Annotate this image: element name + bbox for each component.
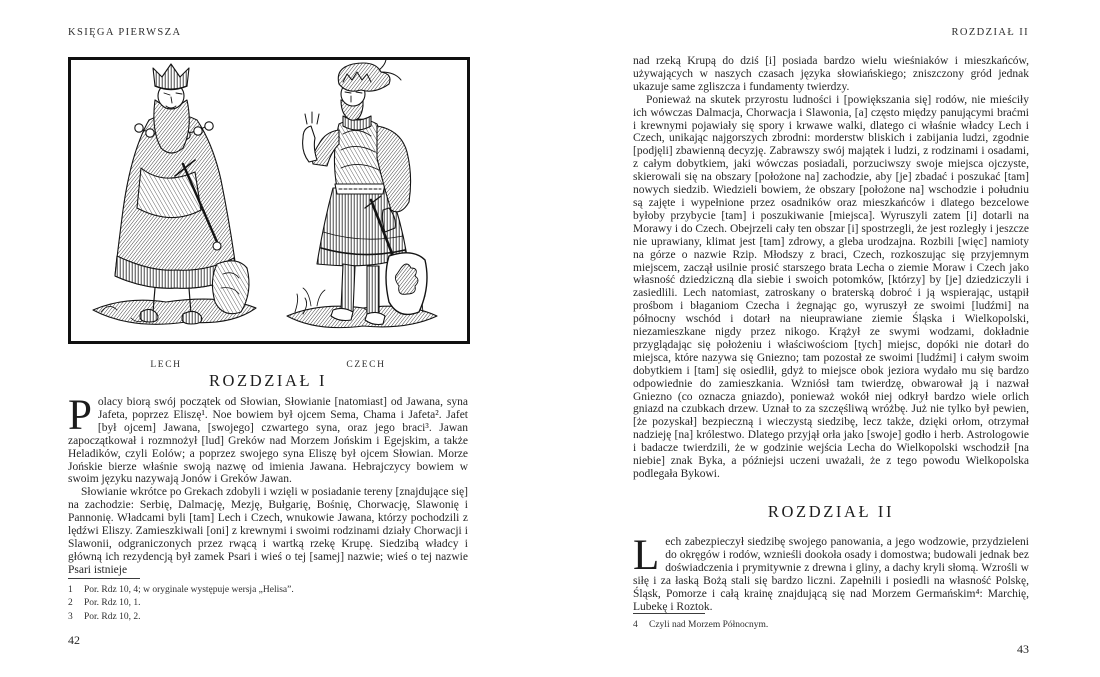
paragraph-text: ech zabezpieczył siedzibę swojego panowania, a jego wodzowie, przydzieleni do okręgów i rodów, wznieśli dookoła osady i domostwa; budowali jednak bez doświadczenia i prymitywnie z drewna i gliny, a dachy kryli słomą. Wzrośli w siłę i za łaską Bożą stali się bardzo liczni. Zapełnili i posiedli na własność Polskę, Śląsk, Pomorze i całą krainę znajdującą się nad Morzem Germańskim⁴: Marchię, Lubekę i Roztok. xyxy=(633,536,1029,613)
footnote xyxy=(633,619,1029,633)
footnote-text: Por. Rdz 10, 2. xyxy=(84,611,141,622)
chapter-1-text xyxy=(68,392,468,577)
footnote-divider xyxy=(68,578,140,579)
footnotes-right xyxy=(633,613,1029,633)
lech-figure xyxy=(93,64,256,324)
footnote-number: 4 xyxy=(633,620,638,631)
footnotes-left xyxy=(68,578,468,625)
illustration-caption-lech: LECH xyxy=(150,360,182,370)
woodcut-illustration xyxy=(71,60,465,339)
paragraph-text: Słowianie wkrótce po Grekach zdobyli i wzięli w posiadanie tereny [znajdujące się] na zachodzie: Serbię, Dalmację, Mezję, Bułgarię, Bośnię, Chorwację, Slawonię i Pannonię. Władcami byli [tam] Lech i Czech, wnukowie Jawana, którzy pochodzili z lędźwi Eliszy. Zamieszkiwali [oni] z krewnymi i swoimi rodzinami działy Chorwacji i Slawonii, odgraniczonych przez rwącą i wartką rzekę Krupę. Siedzibą władcy i główną ich rezydencją był zamek Psari i wieś o tej [samej] nazwie; wieś o tej nazwie Psari istnieje xyxy=(68,486,468,576)
drop-cap-p: P xyxy=(68,392,92,439)
footnote-number: 2 xyxy=(68,598,73,608)
body-paragraph xyxy=(68,392,468,486)
chapter-2-text xyxy=(633,532,1029,613)
body-paragraph xyxy=(633,532,1029,613)
body-paragraph xyxy=(68,486,468,576)
left-page-body xyxy=(68,392,468,648)
paragraph-text: nad rzeką Krupą do dziś [i] posiada bardzo wielu wieśniaków i mieszkańców, używających w naszych czasach języka słowiańskiego; zniszczony gród jednak ukazuje same zgliszcza i fundamenty twierdzy. xyxy=(633,55,1029,93)
page-number-right: 43 xyxy=(1017,641,1029,656)
body-paragraph xyxy=(633,55,1029,94)
drop-cap-l: L xyxy=(633,532,660,579)
footnote-divider xyxy=(633,613,705,614)
paragraph-text: Ponieważ na skutek przyrostu ludności i [powiększania się] rodów, nie mieściły ich wówczas Dalmacja, Chorwacja i Slawonia, [a] często między panującymi braćmi i krewnymi pojawiały się spory i krwawe walki, dlatego ci właśnie władcy Lech i Czech, unikając najgorszych zbrodni: morderstw bliskich i zabijania ludzi, zgodnie [podjęli] zbawienną decyzję. Zabrawszy swój majątek i ludzi, z rodzinami i osadami, z całym dobytkiem, jaki wówczas posiadali, porzuciwszy swoje miejsca ojczyste, skierowali się na obszary [położone na] zachodzie, aby [je] zbadać i poszukać [tam] nowych siedzib. Wiedzieli bowiem, że obszary [położone na] wschodzie i południu są zajęte i wypełnione przez osadników oraz mieszkańców i dlatego bezcelowe byłoby przybycie [tam] i poszukiwanie [miejsca]. Wyruszyli zatem [i] dotarli na Morawy i do Czech. Obejrzeli cały ten obszar [i] spostrzegli, że jest rozległy i jeszcze nie uprawiany, klimat jest [tam] zdrowy, a gleba urodzajna. Rozbili [więc] namioty na górze o nazwie Rzip. Młodszy z braci, Czech, rozkoszując się przyjemnym miejscem, zaczął usilnie prosić starszego brata Lecha o ziemie Moraw i Czech jako własność dziedziczną dla siebie i swoich potomków, [którzy] by [je] dziedziczyli i zasiedlili. Lech natomiast, zatroskany o braterską dobroć i ją wspierając, ustąpił prośbom i błaganiom Czecha i żegnając go, wyruszył ze swoimi [ludźmi] na północny wschód i dotarł na nieuprawiane ziemie Śląska i Wielkopolski, niezamieszkane nigdy przez nikogo. Krążył ze swymi wodzami, dokładnie przyglądając się położeniu i właściwościom [tych] miejsc, dopóki nie dotarł do miejsca, które nazywa się Gniezno; tam pozostał ze swoimi [ludźmi] i całym swoim dobytkiem i [tam] się osiedlił, gdyż to miejsce obok jeziora wydało mu się bardzo odpowiednie do zamieszkania. Wzniósł tam twierdzę, obwarował ją i nazwał Gniezno (co oznacza gniazdo), ponieważ wokół niej odkrył bardzo wiele orlich gniazd na czubkach drzew. Uznał to za szczęśliwą wróżbę. Już nie tylko był pewien, [że pozyskał] bezpieczną i wieczystą siedzibę, lecz także, dzięki orłom, otrzymał nadzieję [na] królestwo. Dlatego przyjął orła jako [swoje] godło i herb. Astrologowie i badacze twierdzili, że w godzinie wejścia Lecha do Wielkopolski wschodził [na niebie] znak Byka, a późniejsi uczeni uważali, że z tego powodu Wielkopolska podlegała Bykowi. xyxy=(633,93,1029,480)
running-header-left: KSIĘGA PIERWSZA xyxy=(68,27,182,38)
right-page-chapter-2 xyxy=(633,502,1029,656)
footnote xyxy=(68,611,468,625)
footnote-text: Por. Rdz 10, 4; w oryginale występuje wersja „Helisa”. xyxy=(84,584,294,595)
chapter-1-heading: ROZDZIAŁ I xyxy=(208,371,328,390)
chapter-2-heading: ROZDZIAŁ II xyxy=(767,502,895,521)
body-paragraph xyxy=(633,94,1029,481)
illustration-caption-czech: CZECH xyxy=(346,360,386,370)
page-number-left: 42 xyxy=(68,633,80,647)
czech-figure xyxy=(287,60,437,328)
footnote-number: 1 xyxy=(68,584,73,595)
woodcut-illustration-frame xyxy=(68,57,470,344)
paragraph-text: olacy biorą swój początek od Słowian, Słowianie [natomiast] od Jawana, syna Jafeta, poprzez Eliszę¹. Noe bowiem był ojcem Sema, Chama i Jafeta². Jafet [był ojcem] Jawana, [swojego] czwartego syna, oraz jego braci³. Jawan zapoczątkował i rozmnożył [lud] Greków nad Morzem Jońskim i Egejskim, a także Heladików, czyli Eolów; a poprzez swojego syna Eliszę był ojcem Słowian. Morze Jońskie bierze właśnie swoją nazwę od imienia Jawana. Hebrajczycy bowiem w swoim języku nazywają Jonów i Greków Jawan. xyxy=(68,396,468,486)
running-header-right: ROZDZIAŁ II xyxy=(951,27,1029,38)
right-page-continuation xyxy=(633,55,1029,481)
footnote xyxy=(68,597,468,611)
footnote-text: Por. Rdz 10, 1. xyxy=(84,598,141,608)
footnote xyxy=(68,584,468,598)
footnote-number: 3 xyxy=(68,611,73,622)
footnote-text: Czyli nad Morzem Północnym. xyxy=(649,620,769,631)
